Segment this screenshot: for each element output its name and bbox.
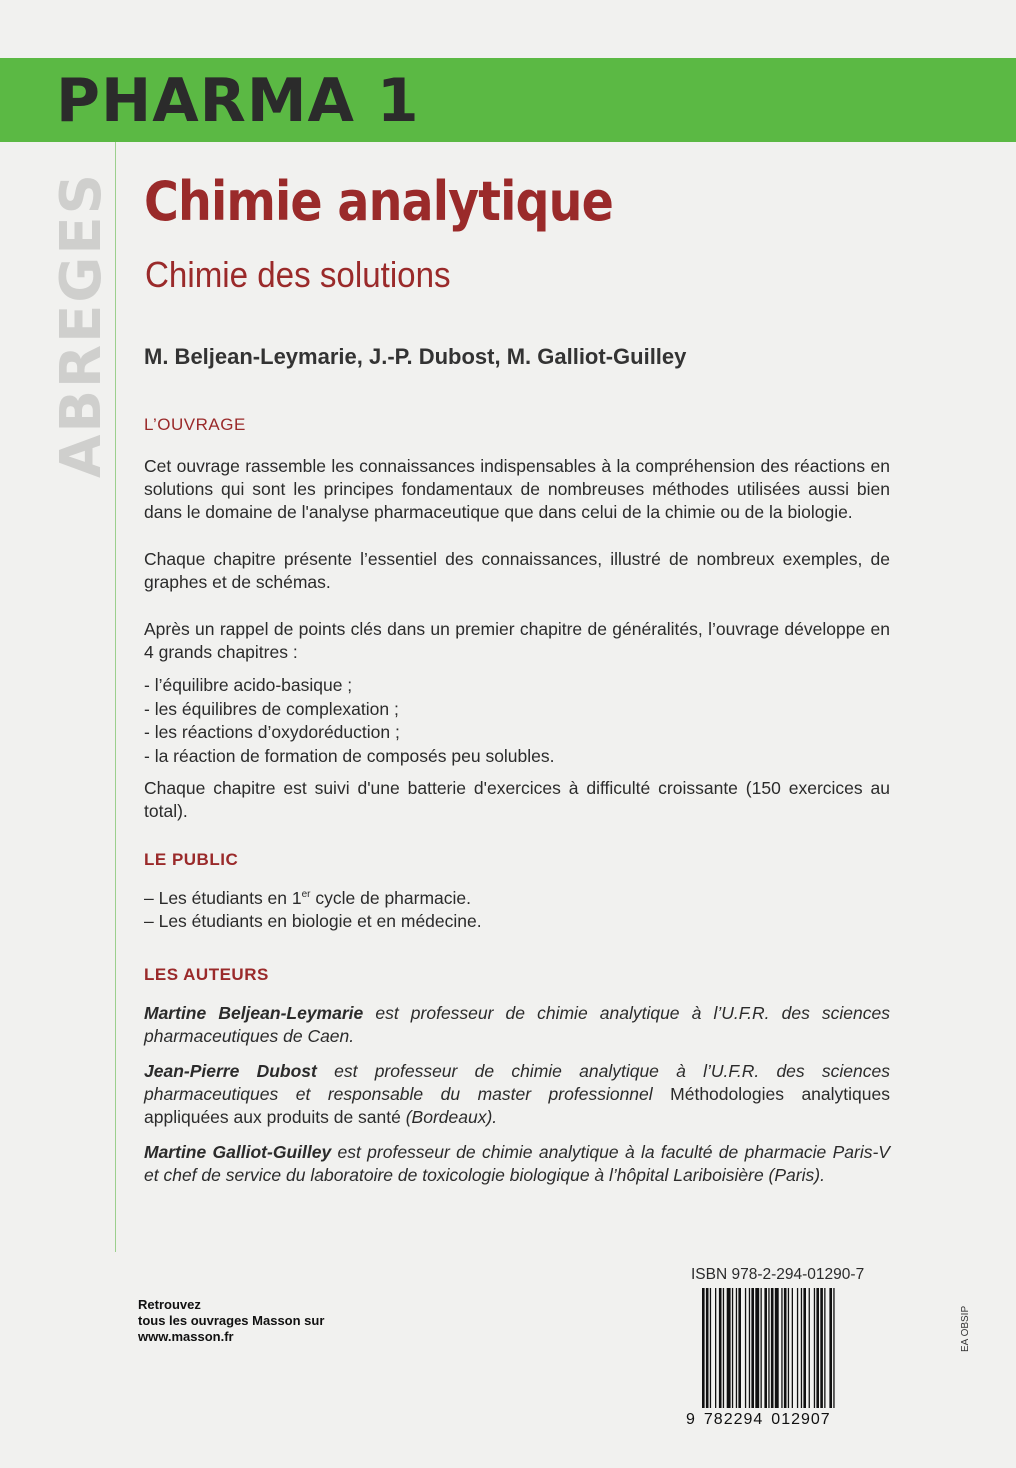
section-heading-public: LE PUBLIC bbox=[144, 850, 239, 869]
section-heading-ouvrage: L’OUVRAGE bbox=[144, 415, 246, 434]
list-item: - les réactions d’oxydoréduction ; bbox=[144, 722, 400, 742]
author-name: Jean-Pierre Dubost bbox=[144, 1060, 317, 1081]
author-bio-3: Martine Galliot-Guilley est professeur de chimie analytique à la faculté de pharmacie Paris-V et chef de service du laboratoire de toxicologie biologique à l’hôpital Lariboisière (Paris). bbox=[144, 1141, 890, 1185]
list-item: – Les étudiants en 1er cycle de pharmacie. bbox=[144, 887, 472, 908]
ouvrage-paragraph-1: Cet ouvrage rassemble les connaissances indispensables à la compréhension des réactions en solutions qui sont les principes fondamentaux de nombreuses méthodes utilisées aussi bien dans le domaine de l'analyse pharmaceutique que dans celui de la chimie ou de la biologie. bbox=[144, 456, 890, 522]
chapter-list bbox=[144, 674, 890, 768]
printer-code: EA OBSIP bbox=[960, 1305, 971, 1352]
book-title: Chimie analytique bbox=[144, 170, 613, 233]
ouvrage-paragraph-2: Chaque chapitre présente l’essentiel des connaissances, illustré de nombreux exemples, de graphes et de schémas. bbox=[144, 549, 890, 592]
series-title: PHARMA 1 bbox=[56, 66, 420, 136]
list-item: - la réaction de formation de composés peu solubles. bbox=[144, 745, 555, 766]
ouvrage-paragraph-4: Chaque chapitre est suivi d'une batterie d'exercices à difficulté croissante (150 exercices au total). bbox=[144, 778, 890, 821]
isbn-label: ISBN 978-2-294-01290-7 bbox=[691, 1266, 865, 1283]
book-authors: M. Beljean-Leymarie, J.-P. Dubost, M. Galliot-Guilley bbox=[144, 344, 687, 369]
author-bio-2: Jean-Pierre Dubost est professeur de chimie analytique à l’U.F.R. des sciences pharmaceutiques et responsable du master professionnel Méthodologies analytiques appliquées aux produits de santé (Bordeaux). bbox=[144, 1060, 890, 1127]
author-name: Martine Galliot-Guilley bbox=[144, 1141, 332, 1162]
author-name: Martine Beljean-Leymarie bbox=[144, 1002, 364, 1023]
barcode-image bbox=[702, 1288, 870, 1408]
barcode-digits: 9 782294 012907 bbox=[686, 1411, 831, 1428]
section-heading-auteurs: LES AUTEURS bbox=[144, 964, 269, 984]
list-item: – Les étudiants en biologie et en médecine. bbox=[144, 911, 482, 932]
list-item: - les équilibres de complexation ; bbox=[144, 698, 399, 719]
author-bio-1: Martine Beljean-Leymarie est professeur de chimie analytique à l’U.F.R. des sciences pharmaceutiques de Caen. bbox=[144, 1002, 890, 1046]
book-subtitle: Chimie des solutions bbox=[145, 254, 451, 295]
collection-label: ABREGES bbox=[49, 172, 114, 478]
divider-line bbox=[115, 142, 116, 1252]
publisher-note: Retrouvez tous les ouvrages Masson sur www.masson.fr bbox=[138, 1297, 325, 1344]
public-list bbox=[144, 883, 890, 934]
list-item: - l’équilibre acido-basique ; bbox=[144, 675, 353, 695]
superscript: er bbox=[301, 889, 311, 900]
ouvrage-paragraph-3: Après un rappel de points clés dans un premier chapitre de généralités, l’ouvrage développe en 4 grands chapitres : bbox=[144, 619, 890, 662]
back-cover-text bbox=[144, 414, 890, 1187]
